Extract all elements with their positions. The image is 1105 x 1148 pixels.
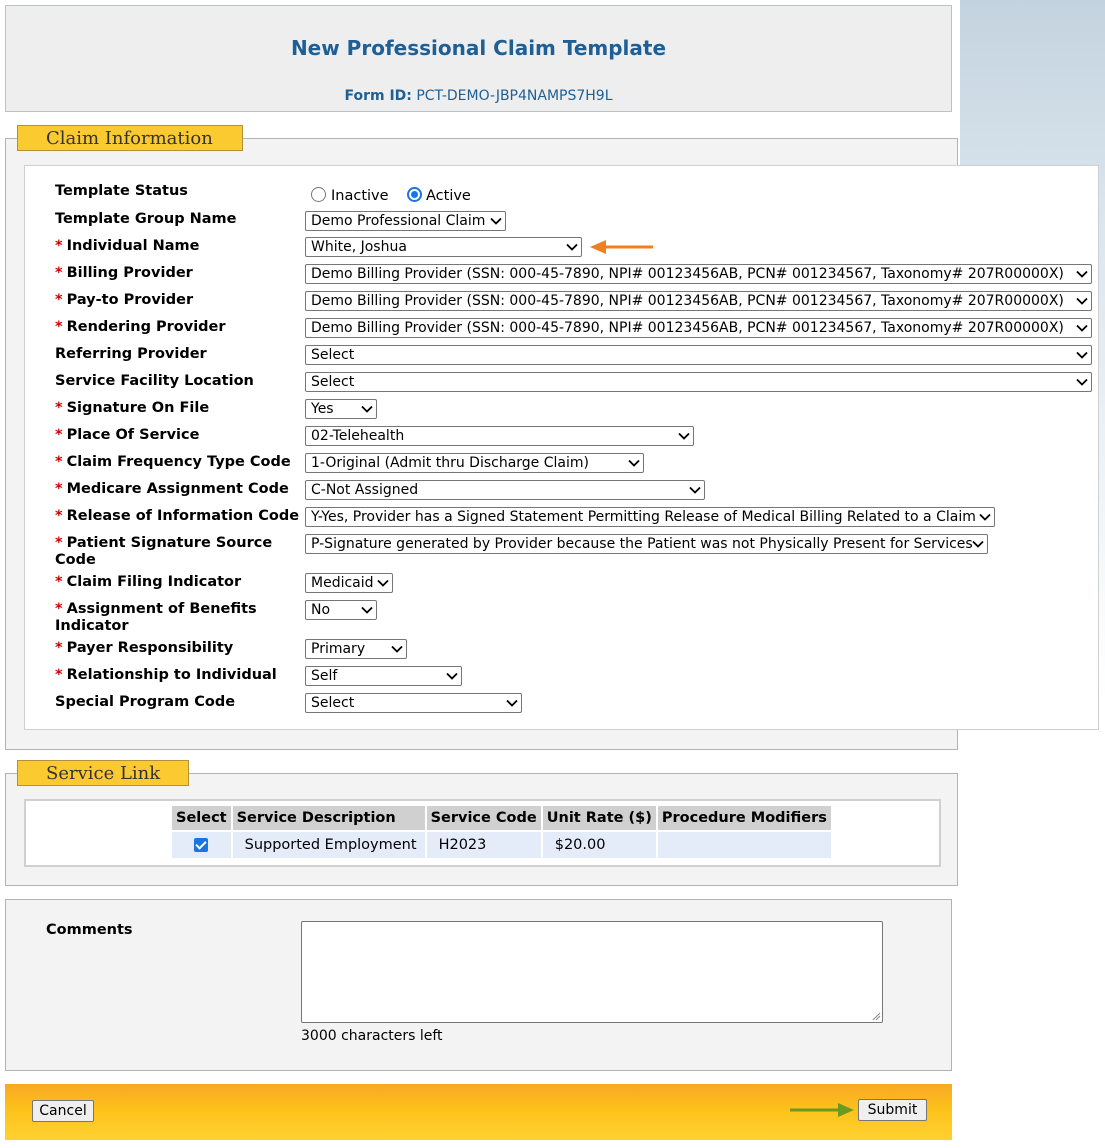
comments-textarea[interactable] — [301, 921, 883, 1023]
select-value: Yes — [311, 401, 334, 417]
pay-to-provider-label — [55, 292, 193, 309]
service-description-cell: Supported Employment — [233, 832, 425, 858]
relationship-to-individual-select[interactable] — [305, 666, 462, 686]
signature-on-file-label — [55, 400, 209, 417]
chevron-down-icon — [361, 606, 373, 614]
claim-information-legend: Claim Information — [17, 125, 243, 151]
service-code-cell: H2023 — [427, 832, 541, 858]
chevron-down-icon — [1076, 324, 1088, 332]
chevron-down-icon — [391, 645, 403, 653]
field-label-text-cont: Code — [55, 552, 96, 568]
field-label-text: Payer Responsibility — [66, 640, 234, 656]
characters-left: 3000 characters left — [301, 1028, 443, 1044]
chevron-down-icon — [678, 432, 690, 440]
field-label-text: Billing Provider — [66, 265, 193, 281]
billing-provider-select[interactable] — [305, 264, 1092, 284]
required-marker: * — [55, 481, 63, 497]
comments-label: Comments — [46, 922, 133, 938]
required-marker: * — [55, 640, 63, 656]
rendering-provider-label — [55, 319, 226, 336]
select-value: Primary — [311, 641, 366, 657]
claim-filing-indicator-select[interactable] — [305, 573, 393, 593]
col-service-description: Service Description — [233, 806, 425, 830]
form-id-value: PCT-DEMO-JBP4NAMPS7H9L — [416, 88, 613, 104]
chevron-down-icon — [1076, 297, 1088, 305]
field-label-text: Referring Provider — [55, 346, 207, 362]
status-active-radio[interactable] — [407, 187, 422, 202]
resize-handle-icon[interactable] — [871, 1011, 881, 1021]
required-marker: * — [55, 667, 63, 683]
page-title: New Professional Claim Template — [290, 36, 667, 60]
field-label-text: Signature On File — [66, 400, 210, 416]
field-label-text: Claim Filing Indicator — [66, 574, 242, 590]
field-label-text: Service Facility Location — [55, 373, 254, 389]
service-table — [170, 804, 833, 860]
template-group-name-select[interactable] — [305, 211, 506, 231]
chevron-down-icon — [446, 672, 458, 680]
place-of-service-label — [55, 427, 199, 444]
medicare-assignment-code-select[interactable] — [305, 480, 705, 500]
special-program-code-label — [55, 694, 235, 711]
col-unit-rate: Unit Rate ($) — [543, 806, 656, 830]
referring-provider-select[interactable] — [305, 345, 1092, 365]
claim-filing-indicator-label — [55, 574, 241, 591]
field-label-text: Place Of Service — [66, 427, 200, 443]
chevron-down-icon — [1076, 270, 1088, 278]
field-label-text: Medicare Assignment Code — [66, 481, 289, 497]
required-marker: * — [55, 427, 63, 443]
form-id — [6, 88, 951, 104]
select-value: C-Not Assigned — [311, 482, 419, 498]
required-marker: * — [55, 601, 63, 617]
status-inactive-label: Inactive — [331, 188, 389, 204]
claim-frequency-type-code-select[interactable] — [305, 453, 644, 473]
service-select-checkbox[interactable] — [194, 838, 208, 852]
special-program-code-select[interactable] — [305, 693, 522, 713]
field-label-text: Special Program Code — [55, 694, 236, 710]
rendering-provider-select[interactable] — [305, 318, 1092, 338]
required-marker: * — [55, 238, 63, 254]
select-value: Medicaid — [311, 575, 374, 591]
required-marker: * — [55, 535, 63, 551]
required-marker: * — [55, 400, 63, 416]
select-value: No — [311, 602, 331, 618]
field-label-text: Assignment of Benefits — [66, 601, 257, 617]
field-label-text: Pay-to Provider — [66, 292, 194, 308]
cancel-button[interactable]: Cancel — [32, 1100, 94, 1122]
select-cell — [172, 832, 231, 858]
place-of-service-select[interactable] — [305, 426, 694, 446]
select-value: Select — [311, 374, 355, 390]
individual-name-select[interactable] — [305, 237, 582, 257]
field-label-text: Individual Name — [66, 238, 200, 254]
template-status-label: Template Status — [55, 183, 188, 199]
chevron-down-icon — [361, 405, 373, 413]
release-of-information-code-select[interactable] — [305, 507, 995, 527]
service-facility-location-label — [55, 373, 254, 390]
procedure-modifiers-cell — [658, 832, 831, 858]
select-value: Select — [311, 695, 355, 711]
release-of-information-code-label — [55, 508, 299, 525]
select-value: Select — [311, 347, 355, 363]
select-value: 02-Telehealth — [311, 428, 405, 444]
select-value: Demo Billing Provider (SSN: 000-45-7890, NPI# 00123456AB, PCN# 001234567, Taxonomy# 207R00000X) — [311, 266, 1064, 282]
field-label-text: Patient Signature Source — [66, 535, 273, 551]
col-procedure-modifiers: Procedure Modifiers — [658, 806, 831, 830]
status-inactive-radio[interactable] — [311, 187, 326, 202]
assignment-of-benefits-label — [55, 601, 257, 635]
chevron-down-icon — [506, 699, 518, 707]
select-value: Self — [311, 668, 338, 684]
required-marker: * — [55, 265, 63, 281]
chevron-down-icon — [566, 243, 578, 251]
page-header — [5, 5, 952, 112]
required-marker: * — [55, 454, 63, 470]
annotation-arrow-green — [788, 1101, 858, 1119]
col-select: Select — [172, 806, 231, 830]
chevron-down-icon — [689, 486, 701, 494]
col-service-code: Service Code — [427, 806, 541, 830]
select-value: Demo Billing Provider (SSN: 000-45-7890, NPI# 00123456AB, PCN# 001234567, Taxonomy# 207R00000X) — [311, 293, 1064, 309]
chevron-down-icon — [628, 459, 640, 467]
select-value: White, Joshua — [311, 239, 407, 255]
chevron-down-icon — [1076, 378, 1088, 386]
unit-rate-cell: $20.00 — [543, 832, 656, 858]
service-link-legend: Service Link — [17, 760, 189, 786]
chevron-down-icon — [972, 540, 984, 548]
required-marker: * — [55, 319, 63, 335]
field-label-text-cont: Indicator — [55, 618, 129, 634]
annotation-arrow-orange — [588, 238, 658, 256]
form-id-label: Form ID: — [344, 88, 412, 104]
service-facility-location-select[interactable] — [305, 372, 1092, 392]
select-value: P-Signature generated by Provider because the Patient was not Physically Present for Services — [311, 536, 973, 552]
field-label-text: Template Group Name — [55, 211, 237, 227]
field-label-text: Rendering Provider — [66, 319, 226, 335]
referring-provider-label — [55, 346, 207, 363]
required-marker: * — [55, 508, 63, 524]
chevron-down-icon — [979, 513, 991, 521]
select-value: Demo Billing Provider (SSN: 000-45-7890, NPI# 00123456AB, PCN# 001234567, Taxonomy# 207R00000X) — [311, 320, 1064, 336]
service-table-header — [172, 806, 831, 830]
select-value: Y-Yes, Provider has a Signed Statement Permitting Release of Medical Billing Related to a Claim — [311, 509, 976, 525]
chevron-down-icon — [377, 579, 389, 587]
field-label-text: Claim Frequency Type Code — [66, 454, 291, 470]
payer-responsibility-label — [55, 640, 233, 657]
patient-signature-source-label — [55, 535, 272, 569]
table-row — [172, 832, 831, 858]
chevron-down-icon — [490, 217, 502, 225]
individual-name-label — [55, 238, 199, 255]
assignment-of-benefits-select[interactable] — [305, 600, 377, 620]
required-marker: * — [55, 292, 63, 308]
payer-responsibility-select[interactable] — [305, 639, 407, 659]
medicare-assignment-code-label — [55, 481, 289, 498]
select-value: 1-Original (Admit thru Discharge Claim) — [311, 455, 589, 471]
field-label-text: Release of Information Code — [66, 508, 300, 524]
patient-signature-source-select[interactable] — [305, 534, 988, 554]
signature-on-file-select[interactable] — [305, 399, 377, 419]
status-active-label: Active — [426, 188, 471, 204]
template-group-name-label — [55, 211, 236, 228]
chevron-down-icon — [1076, 351, 1088, 359]
relationship-to-individual-label — [55, 667, 277, 684]
required-marker: * — [55, 574, 63, 590]
submit-button[interactable]: Submit — [858, 1099, 927, 1121]
field-label-text: Relationship to Individual — [66, 667, 277, 683]
claim-frequency-type-code-label — [55, 454, 291, 471]
pay-to-provider-select[interactable] — [305, 291, 1092, 311]
billing-provider-label — [55, 265, 193, 282]
select-value: Demo Professional Claim — [311, 213, 486, 229]
